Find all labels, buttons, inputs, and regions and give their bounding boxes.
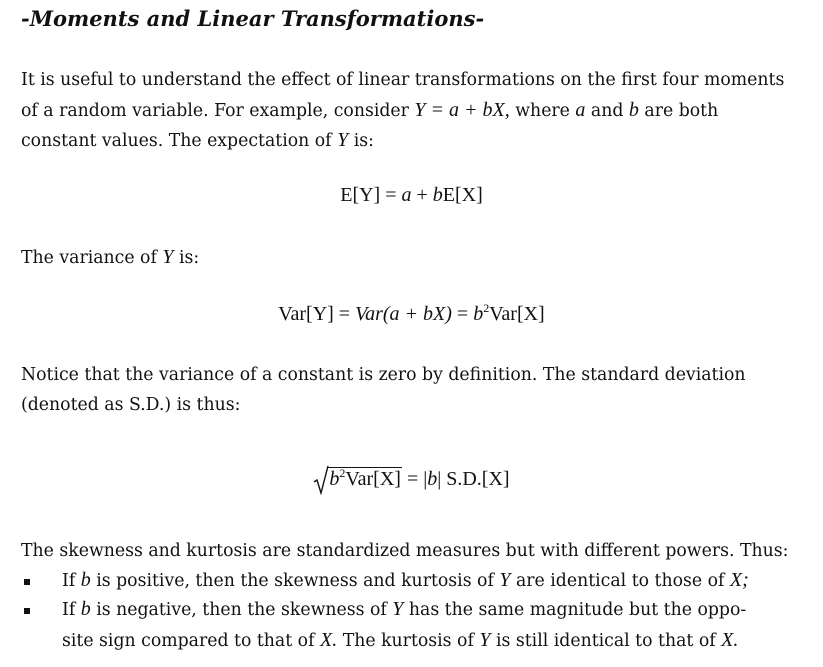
math-inline: Y xyxy=(499,569,511,591)
radical-sign-icon xyxy=(313,465,329,495)
eq-part: Var[X] xyxy=(345,468,401,490)
equation-expectation xyxy=(0,184,823,207)
text: constant values. The expectation of xyxy=(21,131,332,151)
eq-part: b xyxy=(432,184,443,206)
text: and xyxy=(590,100,624,121)
eq-part: + xyxy=(411,184,433,206)
eq-part: Var[X] xyxy=(489,303,545,325)
square-root xyxy=(313,468,402,491)
math-inline: Y xyxy=(162,246,174,268)
eq-part: | S.D.[X] xyxy=(437,468,510,490)
eq-part: b xyxy=(473,303,484,325)
bullet-icon xyxy=(24,608,30,614)
text: (denoted as S.D.) is thus: xyxy=(21,394,241,415)
eq-part: = xyxy=(451,303,474,325)
eq-superscript: 2 xyxy=(483,301,490,315)
text: where xyxy=(515,100,570,121)
text: The skewness and kurtosis are standardized measures but with different powers. Thus: xyxy=(21,541,789,561)
math-inline: Y xyxy=(392,598,404,620)
text: are identical to those of xyxy=(515,571,725,591)
skew-kurt-paragraph xyxy=(21,537,803,567)
radicand xyxy=(327,467,402,490)
text: is still identical to that of xyxy=(495,630,716,651)
math-inline: b xyxy=(80,569,91,591)
variance-paragraph xyxy=(21,243,803,274)
equation-sd xyxy=(0,468,823,491)
equation-variance xyxy=(0,303,823,326)
intro-paragraph xyxy=(21,66,803,157)
eq-part: Var(a + bX) xyxy=(355,303,452,325)
math-inline: X; xyxy=(729,569,749,591)
eq-part: E[Y] = xyxy=(340,184,402,206)
eq-part: a xyxy=(401,184,412,206)
eq-part: b xyxy=(329,468,340,490)
text: It is useful to understand the effect of linear transformations on the first four moments xyxy=(21,70,785,90)
text: is: xyxy=(353,131,374,151)
math-inline: b xyxy=(80,598,91,620)
math-inline: a xyxy=(575,98,586,121)
text: The variance of xyxy=(21,248,157,268)
text: of a random variable. For example, consider xyxy=(21,100,409,121)
text: is positive, then the skewness and kurtosis of xyxy=(96,571,494,591)
section-title: -Moments and Linear Transformations- xyxy=(21,6,485,31)
bullet-item-positive xyxy=(62,566,803,597)
text: If xyxy=(62,571,76,591)
bullet-icon xyxy=(24,579,30,585)
eq-part: Var[Y] = xyxy=(278,303,356,325)
eq-part: E[X] xyxy=(442,184,483,206)
text: site sign compared to that of xyxy=(62,630,315,651)
text: are both xyxy=(644,100,719,121)
sd-paragraph xyxy=(21,361,803,420)
text: Notice that the variance of a constant is zero by definition. The standard deviation xyxy=(21,365,746,385)
math-inline: b xyxy=(628,98,639,121)
text: has the same magnitude but the oppo- xyxy=(408,600,747,620)
eq-superscript: 2 xyxy=(339,466,346,480)
eq-part: = | xyxy=(401,468,428,490)
eq-part: b xyxy=(427,468,438,490)
text: The kurtosis of xyxy=(342,630,474,651)
text: If xyxy=(62,600,76,620)
bullet-item-negative xyxy=(62,595,803,656)
text: is: xyxy=(179,248,200,268)
text: is negative, then the skewness of xyxy=(96,600,387,620)
math-inline: Y xyxy=(479,628,491,651)
math-inline: Y xyxy=(337,129,349,151)
math-inline: X. xyxy=(319,628,338,651)
math-inline: Y = a + bX, xyxy=(414,98,510,121)
math-inline: X. xyxy=(721,628,739,651)
